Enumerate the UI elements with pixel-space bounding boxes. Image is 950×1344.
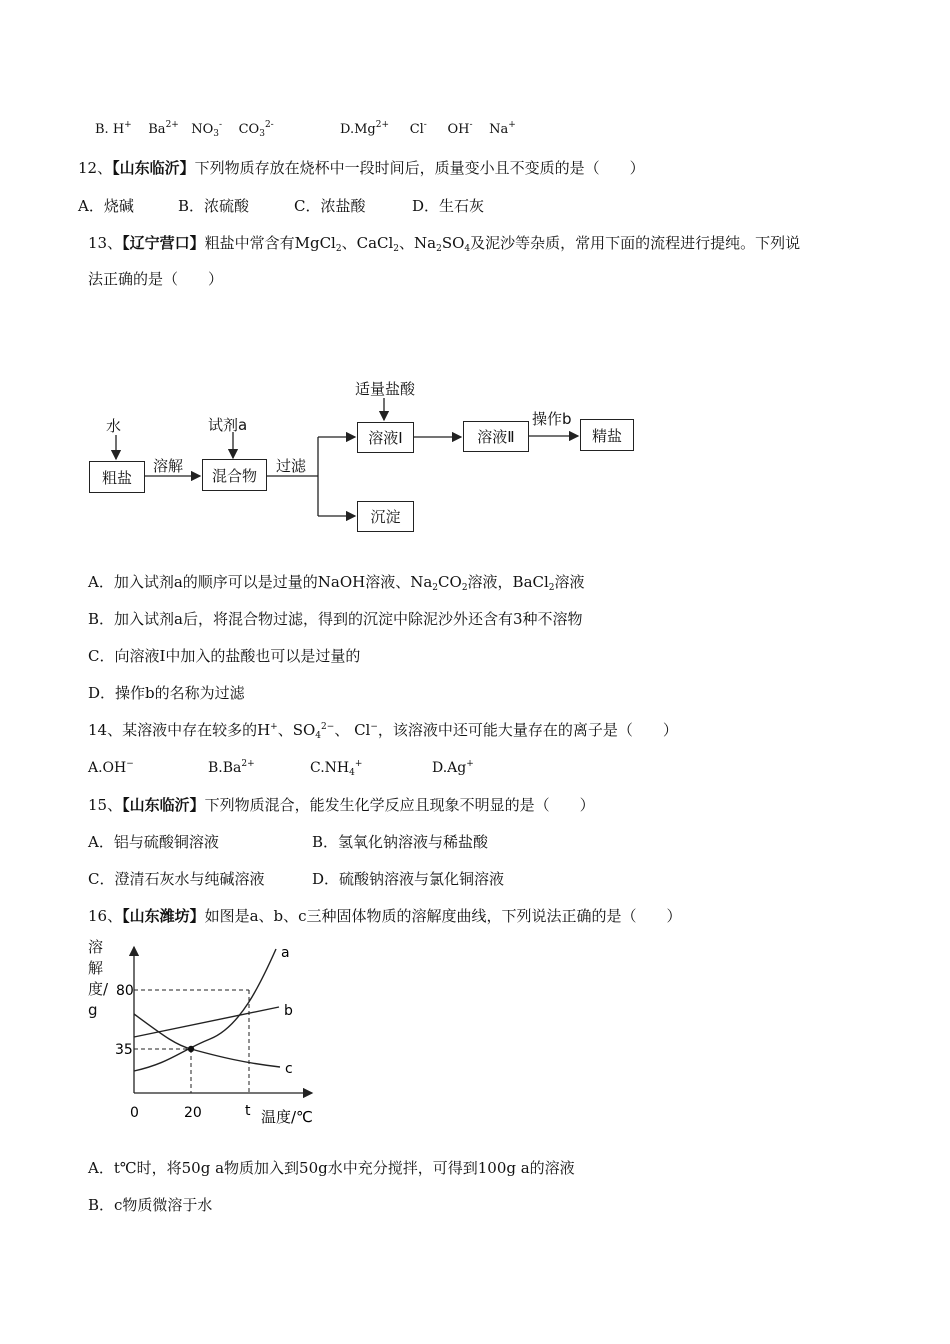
q12-option-c: C．浓盐酸 (294, 197, 366, 215)
q14-option-b: $B.Ba^{2+}$ (208, 759, 255, 776)
flow-dissolve-label: 溶解 (153, 457, 184, 475)
series-a-label: a (281, 945, 290, 961)
y-tick-80: 80 (116, 983, 134, 999)
flow-hcl-label: 适量盐酸 (355, 380, 416, 398)
q15-option-c: C．澄清石灰水与纯碱溶液 (88, 870, 265, 888)
flow-precipitate-box: 沉淀 (357, 501, 414, 532)
q14-option-a: A.OH− (88, 759, 134, 776)
q13-option-b: B．加入试剂a后，将混合物过滤，得到的沉淀中除泥沙外还含有3种不溶物 (88, 610, 583, 628)
q12-stem: 12、【山东临沂】下列物质存放在烧杯中一段时间后，质量变小且不变质的是（ ） (78, 159, 645, 177)
flow-solution1-box: 溶液Ⅰ (357, 422, 414, 453)
q13-option-d: D．操作b的名称为过滤 (88, 684, 245, 702)
flow-filter-label: 过滤 (276, 457, 307, 475)
flow-fine-salt-box: 精盐 (580, 419, 634, 451)
q12-option-a: A．烧碱 (78, 197, 134, 215)
q12-option-b: B．浓硫酸 (178, 197, 250, 215)
x-tick-0: 0 (130, 1105, 139, 1121)
q15-option-d: D．硫酸钠溶液与氯化铜溶液 (312, 870, 505, 888)
flow-operation-b-label: 操作b (532, 410, 572, 428)
q15-stem: 15、【山东临沂】下列物质混合，能发生化学反应且现象不明显的是（ ） (88, 796, 595, 814)
flow-solution2-box: 溶液Ⅱ (463, 421, 529, 452)
q11-option-d: $D.Mg^{2+}$ Cl- OH- Na+ (340, 120, 516, 137)
solubility-chart (80, 935, 340, 1130)
q14-option-d: D.Ag+ (432, 759, 474, 776)
x-tick-20: 20 (184, 1105, 202, 1121)
series-c-label: c (285, 1061, 293, 1077)
x-axis-label: 温度/℃ (261, 1108, 313, 1126)
q13-option-a: A．加入试剂a的顺序可以是过量的NaOH溶液、$Na_2CO_2$溶液，BaCl$_2$溶液 (88, 573, 585, 593)
q13-stem-cont: 法正确的是（ ） (88, 270, 224, 288)
q12-option-d: D．生石灰 (412, 197, 485, 215)
q14-stem: 14、某溶液中存在较多的H+、$SO_4^{2-}$、 Cl−，该溶液中还可能大量存在的离子是（ ） (88, 721, 678, 741)
y-axis-label: 溶解度/g (88, 938, 109, 1019)
q16-option-a: A．t℃时，将50g a物质加入到50g水中充分搅拌，可得到100g a的溶液 (88, 1159, 575, 1177)
q15-option-b: B．氢氧化钠溶液与稀盐酸 (312, 833, 489, 851)
flow-water-label: 水 (106, 417, 122, 435)
y-tick-35: 35 (115, 1042, 133, 1058)
flow-mixture-box: 混合物 (202, 459, 267, 491)
flow-crude-salt-box: 粗盐 (89, 461, 145, 493)
series-b-curve (134, 1007, 279, 1037)
flow-reagent-a-label: 试剂a (208, 416, 248, 434)
q15-option-a: A．铝与硫酸铜溶液 (88, 833, 219, 851)
q13-option-c: C．向溶液Ⅰ中加入的盐酸也可以是过量的 (88, 647, 361, 665)
intersection-point (188, 1046, 194, 1052)
q16-option-b: B．c物质微溶于水 (88, 1196, 213, 1214)
q16-stem: 16、【山东潍坊】如图是a、b、c三种固体物质的溶解度曲线，下列说法正确的是（ ） (88, 907, 682, 925)
x-tick-t: t (245, 1103, 251, 1119)
q13-stem: 13、【辽宁营口】粗盐中常含有MgCl$_2$、CaCl$_2$、$Na_2SO_4$及泥沙等杂质，常用下面的流程进行提纯。下列说 (88, 234, 801, 254)
series-b-label: b (284, 1003, 293, 1019)
q11-option-b: B. H+ $Ba^{2+}$ $NO_3^-$ $CO_3^{2-}$ (95, 120, 274, 139)
q14-option-c: $C.NH_4^+$ (310, 759, 363, 778)
